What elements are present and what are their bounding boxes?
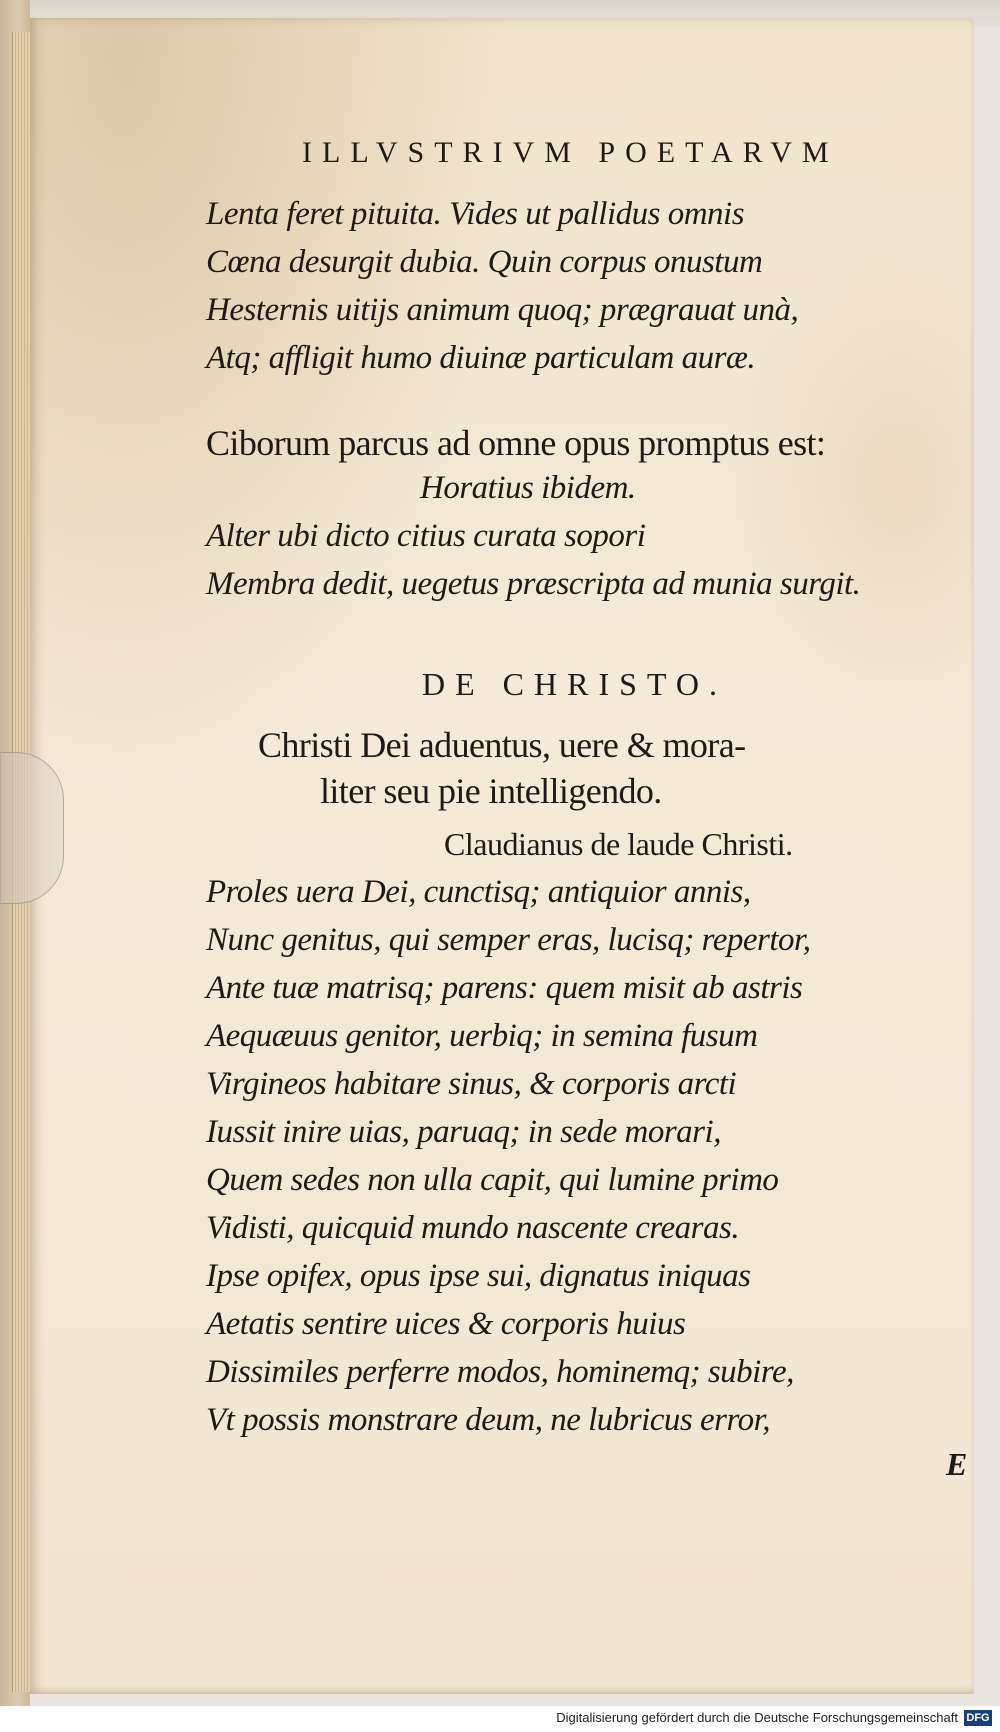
funding-notice: Digitalisierung gefördert durch die Deutsche Forschungsgemeinschaft xyxy=(556,1710,958,1725)
signature-mark: E xyxy=(946,1446,967,1482)
poem-line: Aetatis sentire uices & corporis huius xyxy=(206,1306,686,1342)
poem-line: Vt possis monstrare deum, ne lubricus error, xyxy=(206,1402,771,1438)
section-subtitle: Christi Dei aduentus, uere & mora- xyxy=(258,725,746,765)
source-citation: Horatius ibidem. xyxy=(420,470,636,506)
poem-line: Ipse opifex, opus ipse sui, dignatus iniquas xyxy=(206,1258,751,1294)
poem-line: Aequæuus genitor, uerbiq; in semina fusum xyxy=(206,1018,758,1054)
poem-line: Iussit inire uias, paruaq; in sede morari, xyxy=(206,1114,721,1150)
poem-line: Proles uera Dei, cunctisq; antiquior annis, xyxy=(206,874,751,910)
dfg-logo: DFG xyxy=(964,1710,992,1726)
verse-line: Alter ubi dicto citius curata sopori xyxy=(206,518,646,554)
footer-bar xyxy=(0,1706,1000,1732)
poem-line: Dissimiles perferre modos, hominemq; subire, xyxy=(206,1354,794,1390)
poem-line: Nunc genitus, qui semper eras, lucisq; repertor, xyxy=(206,922,811,958)
section-subtitle: liter seu pie intelligendo. xyxy=(320,771,662,811)
verse-line: Atq; affligit humo diuinæ particulam auræ. xyxy=(206,340,756,376)
verse-line: Hesternis uitijs animum quoq; prægrauat unà, xyxy=(206,292,799,328)
book-page xyxy=(30,18,974,1694)
poem-line: Ante tuæ matrisq; parens: quem misit ab astris xyxy=(206,970,803,1006)
verse-line: Membra dedit, uegetus præscripta ad munia surgit. xyxy=(206,566,861,602)
poem-line: Virgineos habitare sinus, & corporis arcti xyxy=(206,1066,737,1102)
subheading: Ciborum parcus ad omne opus promptus est: xyxy=(206,423,826,463)
running-head: ILLVSTRIVM POETARVM xyxy=(302,136,839,169)
verse-line: Lenta feret pituita. Vides ut pallidus omnis xyxy=(206,196,745,232)
poem-line: Vidisti, quicquid mundo nascente crearas. xyxy=(206,1210,740,1246)
section-title: DE CHRISTO. xyxy=(422,666,727,702)
source-citation: Claudianus de laude Christi. xyxy=(444,826,793,862)
page-clip xyxy=(0,752,64,904)
verse-line: Cœna desurgit dubia. Quin corpus onustum xyxy=(206,244,763,280)
poem-line: Quem sedes non ulla capit, qui lumine primo xyxy=(206,1162,779,1198)
